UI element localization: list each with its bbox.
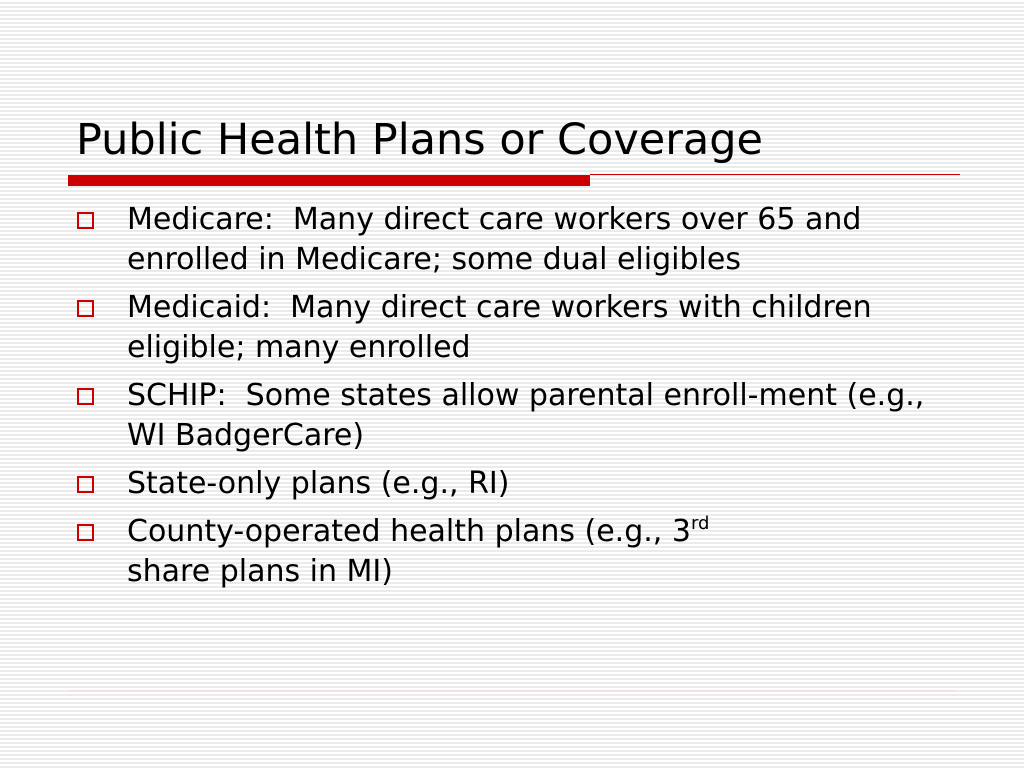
bullet-item-medicare	[0, 200, 1024, 280]
bullet-text: State-only plans (e.g., RI)	[127, 466, 510, 501]
hollow-square-icon	[77, 524, 94, 541]
bullet-item-county	[0, 512, 1024, 592]
bullet-item-medicaid	[0, 288, 1024, 368]
bullet-list	[0, 200, 1024, 600]
hollow-square-icon	[77, 300, 94, 317]
bullet-text-before: County-operated health plans (e.g., 3	[127, 514, 691, 549]
hollow-square-icon	[77, 388, 94, 405]
bullet-text-after: share plans in MI)	[127, 554, 393, 589]
slide-title: Public Health Plans or Coverage	[76, 115, 764, 165]
title-underline-thick	[68, 175, 590, 186]
superscript-rd: rd	[690, 513, 710, 534]
title-underline-thin	[590, 174, 960, 175]
hollow-square-icon	[77, 212, 94, 229]
bullet-text: Medicare: Many direct care workers over 65 and enrolled in Medicare; some dual eligibles	[127, 202, 871, 277]
bullet-item-schip	[0, 376, 1024, 456]
bullet-item-state-only	[0, 464, 1024, 504]
bullet-text: Medicaid: Many direct care workers with children eligible; many enrolled	[127, 290, 882, 365]
footer-rule	[68, 690, 956, 691]
bullet-text: SCHIP: Some states allow parental enroll-ment (e.g., WI BadgerCare)	[127, 378, 934, 453]
hollow-square-icon	[77, 476, 94, 493]
